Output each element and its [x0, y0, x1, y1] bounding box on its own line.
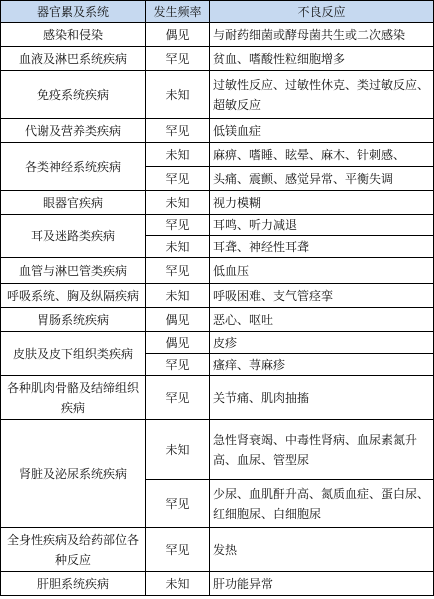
frequency-cell: 罕见	[146, 167, 210, 191]
frequency-cell: 罕见	[146, 354, 210, 376]
system-cell: 呼吸系统、胸及纵隔疾病	[1, 284, 146, 308]
system-cell: 肾脏及泌尿系统疾病	[1, 420, 146, 528]
header-system: 器官累及系统	[1, 1, 146, 23]
frequency-cell: 罕见	[146, 119, 210, 143]
table-row	[1, 71, 434, 119]
reaction-cell: 麻痹、嗜睡、眩晕、麻木、针刺感、	[210, 143, 434, 167]
system-cell: 代谢及营养类疾病	[1, 119, 146, 143]
reaction-cell: 急性肾衰竭、中毒性肾病、血尿素氮升高、血尿、管型尿	[210, 420, 434, 480]
reaction-cell: 耳鸣、听力减退	[210, 215, 434, 236]
table-row	[1, 420, 434, 480]
frequency-cell: 罕见	[146, 47, 210, 71]
table-row	[1, 284, 434, 308]
system-cell: 眼器官疾病	[1, 191, 146, 215]
system-cell: 血管与淋巴管类疾病	[1, 258, 146, 284]
frequency-cell: 未知	[146, 420, 210, 480]
frequency-cell: 未知	[146, 191, 210, 215]
table-row	[1, 572, 434, 596]
reaction-cell: 耳聋、神经性耳聋	[210, 236, 434, 258]
frequency-cell: 未知	[146, 143, 210, 167]
system-cell: 血液及淋巴系统疾病	[1, 47, 146, 71]
system-cell: 各种肌肉骨骼及结缔组织疾病	[1, 376, 146, 420]
reaction-cell: 恶心、呕吐	[210, 308, 434, 332]
frequency-cell: 未知	[146, 572, 210, 596]
reaction-cell: 贫血、嗜酸性粒细胞增多	[210, 47, 434, 71]
table-row	[1, 332, 434, 354]
system-cell: 感染和侵染	[1, 23, 146, 47]
reaction-cell: 肝功能异常	[210, 572, 434, 596]
header-reaction: 不良反应	[210, 1, 434, 23]
reaction-cell: 与耐药细菌或酵母菌共生或二次感染	[210, 23, 434, 47]
frequency-cell: 偶见	[146, 308, 210, 332]
reaction-cell: 关节痛、肌肉抽搐	[210, 376, 434, 420]
frequency-cell: 罕见	[146, 215, 210, 236]
frequency-cell: 罕见	[146, 376, 210, 420]
reaction-cell: 呼吸困难、支气管痉挛	[210, 284, 434, 308]
frequency-cell: 未知	[146, 236, 210, 258]
table-row	[1, 47, 434, 71]
reaction-cell: 发热	[210, 528, 434, 572]
system-cell: 各类神经系统疾病	[1, 143, 146, 191]
header-frequency: 发生频率	[146, 1, 210, 23]
table-header-row	[1, 1, 434, 23]
frequency-cell: 罕见	[146, 258, 210, 284]
system-cell: 免疫系统疾病	[1, 71, 146, 119]
table-row	[1, 528, 434, 572]
table-row	[1, 143, 434, 167]
frequency-cell: 偶见	[146, 332, 210, 354]
reaction-cell: 头痛、震颤、感觉异常、平衡失调	[210, 167, 434, 191]
table-row	[1, 215, 434, 236]
reaction-cell: 瘙痒、荨麻疹	[210, 354, 434, 376]
table-row	[1, 23, 434, 47]
table-row	[1, 119, 434, 143]
system-cell: 肝胆系统疾病	[1, 572, 146, 596]
system-cell: 皮肤及皮下组织类疾病	[1, 332, 146, 376]
system-cell: 全身性疾病及给药部位各种反应	[1, 528, 146, 572]
table-row	[1, 258, 434, 284]
reaction-cell: 少尿、血肌酐升高、氮质血症、蛋白尿、红细胞尿、白细胞尿	[210, 480, 434, 528]
system-cell: 耳及迷路类疾病	[1, 215, 146, 258]
system-cell: 胃肠系统疾病	[1, 308, 146, 332]
reaction-cell: 视力模糊	[210, 191, 434, 215]
frequency-cell: 未知	[146, 284, 210, 308]
frequency-cell: 罕见	[146, 480, 210, 528]
frequency-cell: 罕见	[146, 528, 210, 572]
reaction-cell: 低镁血症	[210, 119, 434, 143]
frequency-cell: 偶见	[146, 23, 210, 47]
table-row	[1, 308, 434, 332]
reaction-cell: 低血压	[210, 258, 434, 284]
table-row	[1, 191, 434, 215]
reaction-cell: 过敏性反应、过敏性休克、类过敏反应、超敏反应	[210, 71, 434, 119]
table-row	[1, 376, 434, 420]
reaction-cell: 皮疹	[210, 332, 434, 354]
frequency-cell: 未知	[146, 71, 210, 119]
